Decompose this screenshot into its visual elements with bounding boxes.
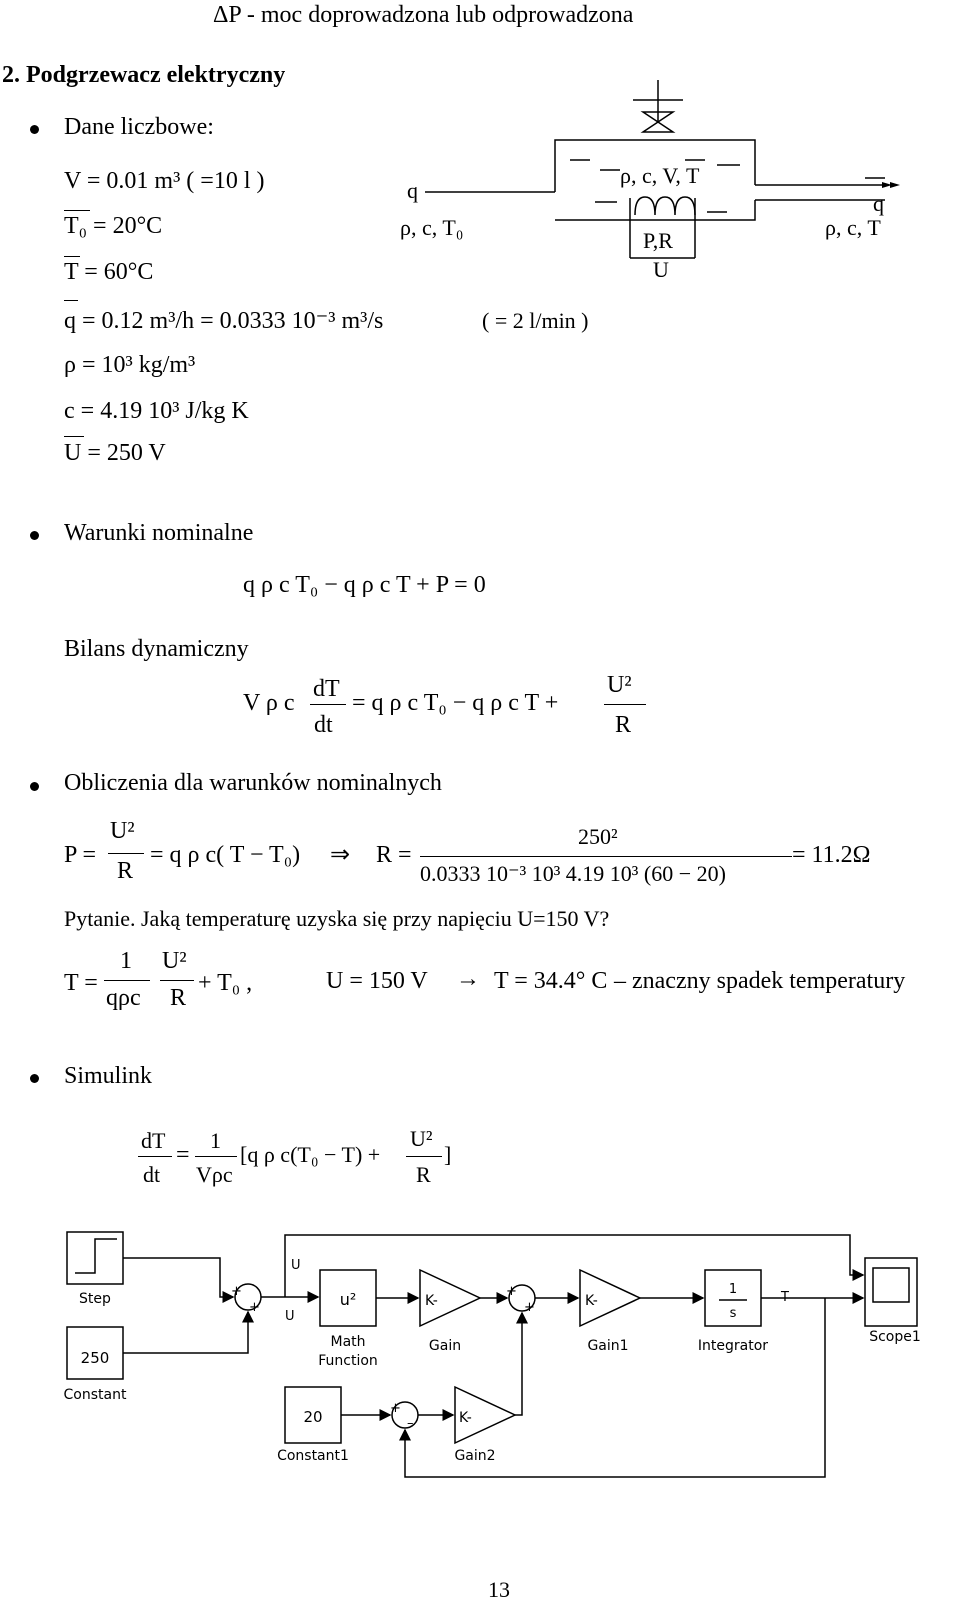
inlet-props-label: ρ, c, T₀	[400, 215, 464, 240]
sim-u2: U²	[410, 1126, 433, 1151]
p-u2: U²	[110, 818, 135, 844]
q-r: R	[170, 985, 187, 1011]
dane-heading: Dane liczbowe:	[64, 114, 214, 140]
temperature-note: – znaczny spadek temperatury	[614, 968, 906, 994]
heater-tank-diagram	[395, 80, 910, 300]
p-eq: P =	[64, 842, 96, 868]
simulink-diagram	[55, 1215, 935, 1505]
p-r: R	[117, 858, 134, 884]
signal-u-label: U	[291, 1258, 301, 1273]
inlet-q-label: q	[407, 178, 418, 203]
qrc-den: qρc	[106, 985, 141, 1011]
fraction-line	[104, 980, 150, 981]
gain1-value: K-	[585, 1293, 598, 1309]
dynamic-heading: Bilans dynamiczny	[64, 636, 249, 662]
sim-one: 1	[210, 1128, 221, 1153]
sim-r: R	[416, 1162, 431, 1187]
math-value: u²	[339, 1290, 357, 1309]
t0-line: T₀ = 20°C	[64, 213, 163, 239]
outlet-q-label: q	[873, 191, 884, 216]
dynamic-lhs: V ρ c	[243, 690, 295, 716]
signal-t-label: T	[781, 1290, 789, 1305]
sum1-plus: +	[231, 1284, 242, 1299]
fraction-line	[420, 856, 792, 857]
sum3-minus: –	[407, 1416, 414, 1431]
question-text: Pytanie. Jaką temperaturę uzyska się przy napięciu U=150 V?	[64, 906, 610, 931]
t-line: T = 60°C	[64, 259, 154, 285]
r-result: = 11.2Ω	[792, 842, 871, 868]
nominal-equation: q ρ c T₀ − q ρ c T + P = 0	[243, 572, 486, 598]
plus-t0: + T₀ ,	[198, 970, 253, 996]
r-den: R	[615, 712, 632, 738]
overbar	[64, 210, 90, 211]
dynamic-rhs: = q ρ c T₀ − q ρ c T +	[352, 690, 559, 716]
page-number: 13	[488, 1577, 510, 1602]
section-title: 2. Podgrzewacz elektryczny	[2, 62, 286, 88]
q-line: q = 0.12 m³/h = 0.0333 10⁻³ m³/s	[64, 308, 384, 334]
integrator-label: Integrator	[697, 1338, 769, 1354]
outlet-props-label: ρ, c, T	[825, 215, 881, 240]
v-line: V = 0.01 m³ ( =10 l )	[64, 168, 265, 194]
overbar	[64, 436, 84, 437]
u2-num: U²	[607, 672, 632, 698]
sim-dt-num: dT	[141, 1128, 166, 1153]
q-note: ( = 2 l/min )	[482, 308, 589, 333]
overbar	[64, 300, 78, 301]
gain-value: K-	[425, 1293, 438, 1309]
overbar	[64, 256, 80, 257]
fraction-line	[195, 1156, 237, 1157]
sim-vrc: Vρc	[196, 1162, 233, 1187]
u-value: U = 150 V	[326, 968, 428, 994]
u-line: U = 250 V	[64, 440, 166, 466]
gain2-label: Gain2	[454, 1448, 496, 1464]
delta-p-caption: ΔP - moc doprowadzona lub odprowadzona	[213, 2, 634, 28]
sim-dt-den: dt	[143, 1162, 161, 1187]
gain1-label: Gain1	[587, 1338, 629, 1354]
tank-props-label: ρ, c, V, T	[620, 163, 700, 188]
q-u2: U²	[162, 948, 187, 974]
simulink-heading: Simulink	[64, 1063, 153, 1089]
integrator-den: s	[729, 1306, 737, 1321]
sum2-plus: +	[524, 1300, 535, 1315]
sim-eq: =	[176, 1142, 190, 1168]
one-num: 1	[120, 948, 132, 974]
rho-line: ρ = 10³ kg/m³	[64, 352, 196, 378]
r-num: 250²	[578, 824, 618, 849]
dt-den: dt	[314, 712, 333, 738]
fraction-line	[406, 1156, 442, 1157]
sum1-plus: +	[249, 1300, 260, 1315]
t-eq: T =	[64, 970, 98, 996]
dt-num: dT	[313, 676, 340, 702]
step-label: Step	[79, 1291, 111, 1307]
t-value: T = 34.4° C	[494, 968, 608, 994]
nominal-heading: Warunki nominalne	[64, 520, 254, 546]
r-den: 0.0333 10⁻³ 10³ 4.19 10³ (60 − 20)	[420, 861, 726, 886]
integrator-num: 1	[728, 1282, 738, 1297]
implies-arrow: ⇒	[330, 842, 351, 868]
signal-u-label-2: U	[285, 1309, 295, 1324]
p-rhs: = q ρ c( T − T₀)	[150, 842, 301, 868]
fraction-line	[138, 1156, 172, 1157]
bullet	[30, 125, 39, 134]
sum3-plus: +	[390, 1401, 401, 1416]
bullet	[30, 1074, 39, 1083]
math-label-line2: Function	[318, 1353, 378, 1369]
scope-label: Scope1	[869, 1329, 921, 1345]
arrow: →	[456, 966, 480, 992]
constant1-label: Constant1	[277, 1448, 349, 1464]
bullet	[30, 782, 39, 791]
r-eq: R =	[376, 842, 412, 868]
sum2-plus: +	[506, 1284, 517, 1299]
heater-u-label: U	[653, 257, 669, 282]
gain-label: Gain	[428, 1338, 462, 1354]
calc-heading: Obliczenia dla warunków nominalnych	[64, 770, 442, 796]
c-line: c = 4.19 10³ J/kg K	[64, 398, 249, 424]
sim-bracket: [q ρ c(T₀ − T) +	[240, 1142, 381, 1167]
fraction-line	[310, 704, 346, 705]
fraction-line	[160, 980, 194, 981]
constant1-value: 20	[303, 1408, 323, 1426]
heater-label: P,R	[643, 228, 673, 253]
constant-value: 250	[80, 1349, 110, 1367]
fraction-line	[604, 704, 646, 705]
fraction-line	[108, 853, 144, 854]
gain2-value: K-	[459, 1410, 472, 1426]
math-label-line1: Math	[330, 1334, 366, 1350]
constant-label: Constant	[63, 1387, 127, 1403]
bullet	[30, 531, 39, 540]
sim-close: ]	[444, 1142, 452, 1167]
